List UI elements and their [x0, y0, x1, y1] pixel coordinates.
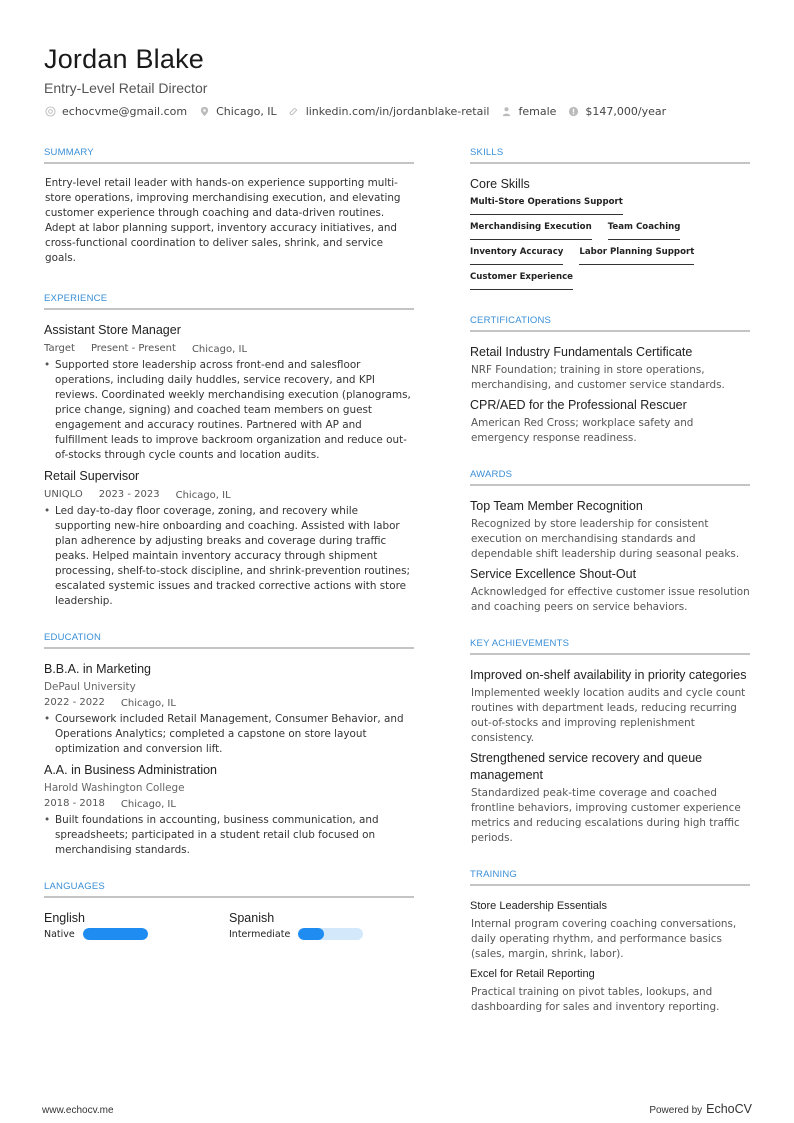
- achievement-item: [470, 750, 750, 846]
- contact-linkedin[interactable]: [288, 105, 490, 118]
- bullet-item: • Coursework included Retail Management, Consumer Behavior, and Operations Analytics; completed a capstone on store layout optimization and conversion lift.: [44, 712, 414, 757]
- proficiency-bar: [83, 928, 148, 940]
- education-bullets: [44, 813, 414, 858]
- education-bullets: [44, 712, 414, 757]
- contact-gender-text: female: [518, 105, 557, 118]
- training-text: Internal program covering coaching conversations, daily operating rhythm, and performance basics (sales, margin, shrink, labor).: [471, 918, 737, 960]
- section-heading: EDUCATION: [44, 632, 102, 643]
- skill-tag: Inventory Accuracy: [470, 246, 563, 265]
- education-location: Chicago, IL: [120, 799, 176, 810]
- achievement-title: Strengthened service recovery and queue management: [470, 751, 703, 782]
- contact-linkedin-text: linkedin.com/in/jordanblake-retail: [305, 105, 490, 118]
- section-divider: [44, 162, 414, 164]
- skills-section: [470, 146, 750, 296]
- job-title: Retail Supervisor: [44, 469, 140, 483]
- person-icon: [500, 106, 512, 118]
- section-heading: AWARDS: [470, 469, 513, 480]
- skill-tag: Team Coaching: [608, 221, 681, 240]
- training-item: [470, 966, 750, 1015]
- job-bullets: [44, 504, 414, 609]
- achievement-title: Improved on-shelf availability in priority categories: [470, 668, 747, 682]
- salary-icon: [567, 106, 579, 118]
- contact-bar: [44, 105, 754, 118]
- skills-subheading: Core Skills: [470, 177, 530, 191]
- job-meta: [44, 487, 414, 503]
- languages-section: [44, 880, 414, 940]
- language-level-label: Native: [44, 928, 75, 940]
- certification-title: Retail Industry Fundamentals Certificate: [470, 345, 693, 359]
- achievement-item: [470, 667, 750, 746]
- contact-salary-text: $147,000/year: [585, 105, 667, 118]
- certification-title: CPR/AED for the Professional Rescuer: [470, 398, 687, 412]
- experience-section: [44, 292, 414, 609]
- section-heading: CERTIFICATIONS: [470, 315, 552, 326]
- education-section: [44, 631, 414, 858]
- right-column: [470, 146, 750, 1033]
- proficiency-bar-fill: [298, 928, 324, 940]
- education-dates: 2022 - 2022: [44, 697, 105, 708]
- education-meta: [44, 695, 414, 711]
- at-icon: [44, 106, 56, 118]
- section-divider: [44, 647, 414, 649]
- job-dates: 2023 - 2023: [98, 489, 160, 500]
- contact-location: [198, 105, 277, 118]
- degree-title: B.B.A. in Marketing: [44, 662, 151, 676]
- section-heading: SUMMARY: [44, 147, 94, 158]
- language-item: [44, 910, 229, 940]
- language-level: [229, 928, 414, 940]
- language-name: Spanish: [229, 911, 275, 925]
- candidate-title: Entry-Level Retail Director: [44, 80, 208, 96]
- summary-text: Entry-level retail leader with hands-on experience supporting multi-store operations, improving merchandising execution, and elevating customer experience through coaching and data-driven routines. Adept at labor planning support, inventory accuracy initiatives, and cross-functional coordination to deliver sales, shrink, and service goals.: [45, 177, 401, 264]
- bullet-item: • Supported store leadership across front-end and salesfloor operations, including daily huddles, service recovery, and KPI reviews. Coordinated weekly merchandising execution (planograms, price change, signing) and coached team members on guest engagement and accuracy routines. Partnered with AP and fulfillment leads to improve backroom organization and reduce out-of-stocks through cycle counts and location audits.: [44, 358, 414, 463]
- awards-section: [470, 468, 750, 615]
- award-title: Service Excellence Shout-Out: [470, 567, 637, 581]
- education-dates: 2018 - 2018: [44, 798, 105, 809]
- school-name: DePaul University: [44, 681, 136, 693]
- candidate-name: Jordan Blake: [44, 44, 204, 74]
- job-dates: Present - Present: [90, 343, 176, 354]
- experience-item: [44, 468, 414, 609]
- job-location: Chicago, IL: [175, 490, 231, 501]
- section-heading: SKILLS: [470, 147, 504, 158]
- section-divider: [44, 308, 414, 310]
- bullet-item: • Built foundations in accounting, business communication, and spreadsheets; participated in a student retail club focused on merchandising standards.: [44, 813, 414, 858]
- job-meta: [44, 341, 414, 357]
- summary-section: [44, 146, 414, 266]
- company-name: Target: [44, 343, 75, 354]
- education-item: [44, 762, 414, 858]
- section-heading: EXPERIENCE: [44, 293, 108, 304]
- languages-list: [44, 910, 414, 940]
- section-divider: [470, 884, 750, 886]
- skills-list: [470, 196, 750, 296]
- proficiency-bar-fill: [83, 928, 148, 940]
- degree-title: A.A. in Business Administration: [44, 763, 217, 777]
- award-text: Acknowledged for effective customer issue resolution and coaching peers on service behaviors.: [471, 586, 750, 613]
- contact-gender: [500, 105, 556, 118]
- award-text: Recognized by store leadership for consistent execution on merchandising standards and dependable shift leadership during seasonal peaks.: [471, 518, 740, 560]
- contact-location-text: Chicago, IL: [216, 105, 277, 118]
- section-divider: [44, 896, 414, 898]
- proficiency-bar: [298, 928, 363, 940]
- language-item: [229, 910, 414, 940]
- location-pin-icon: [198, 106, 210, 118]
- skill-tag: Merchandising Execution: [470, 221, 592, 240]
- training-title: Store Leadership Essentials: [470, 900, 607, 912]
- certification-item: [470, 344, 750, 393]
- certification-text: NRF Foundation; training in store operations, merchandising, and customer service standards.: [471, 364, 725, 391]
- training-text: Practical training on pivot tables, lookups, and dashboarding for sales and inventory reporting.: [471, 986, 720, 1013]
- achievement-text: Standardized peak-time coverage and coached frontline behaviors, improving customer experience metrics and reducing escalations during high traffic periods.: [471, 787, 741, 844]
- training-title: Excel for Retail Reporting: [470, 968, 595, 980]
- education-location: Chicago, IL: [120, 698, 176, 709]
- resume-header: [44, 42, 754, 118]
- education-meta: [44, 796, 414, 812]
- section-divider: [470, 162, 750, 164]
- experience-item: [44, 322, 414, 463]
- footer-website[interactable]: www.echocv.me: [42, 1105, 114, 1116]
- link-icon: [288, 106, 300, 118]
- section-divider: [470, 484, 750, 486]
- job-location: Chicago, IL: [191, 344, 248, 355]
- contact-email[interactable]: [44, 105, 187, 118]
- language-level-label: Intermediate: [229, 928, 291, 940]
- section-heading: TRAINING: [470, 869, 517, 880]
- skill-tag: Labor Planning Support: [579, 246, 694, 265]
- education-item: [44, 661, 414, 757]
- section-divider: [470, 653, 750, 655]
- achievements-section: [470, 637, 750, 846]
- skill-tag: Customer Experience: [470, 271, 573, 290]
- skill-tag: Multi-Store Operations Support: [470, 196, 623, 215]
- section-heading: LANGUAGES: [44, 881, 105, 892]
- language-name: English: [44, 911, 85, 925]
- training-section: [470, 868, 750, 1015]
- training-item: [470, 898, 750, 962]
- award-item: [470, 566, 750, 615]
- certification-item: [470, 397, 750, 446]
- award-title: Top Team Member Recognition: [470, 499, 643, 513]
- certification-text: American Red Cross; workplace safety and emergency response readiness.: [471, 417, 694, 444]
- left-column: [44, 146, 414, 958]
- bullet-item: • Led day-to-day floor coverage, zoning, and recovery while supporting new-hire onboarding and coaching. Assisted with labor plan adherence by adjusting breaks and coverage during traffic peaks. Helped maintain inventory accuracy through shipment processing, shelf-to-stock discipline, and shrink-prevention routines; escalated systemic issues and tracked corrective actions with store leadership.: [44, 504, 414, 609]
- award-item: [470, 498, 750, 562]
- contact-email-text: echocvme@gmail.com: [62, 105, 188, 118]
- achievement-text: Implemented weekly location audits and cycle count routines with department leads, reducing recurring out-of-stocks and improving replenishment consistency.: [471, 687, 746, 744]
- powered-by-label: Powered by: [649, 1105, 703, 1116]
- company-name: UNIQLO: [44, 489, 83, 500]
- contact-salary: [567, 105, 666, 118]
- job-bullets: [44, 358, 414, 463]
- job-title: Assistant Store Manager: [44, 323, 181, 337]
- brand-logo: EchoCV: [706, 1102, 752, 1116]
- certifications-section: [470, 314, 750, 446]
- language-level: [44, 928, 229, 940]
- school-name: Harold Washington College: [44, 782, 185, 794]
- section-heading: KEY ACHIEVEMENTS: [470, 638, 570, 649]
- footer-powered-by[interactable]: [649, 1102, 752, 1116]
- section-divider: [470, 330, 750, 332]
